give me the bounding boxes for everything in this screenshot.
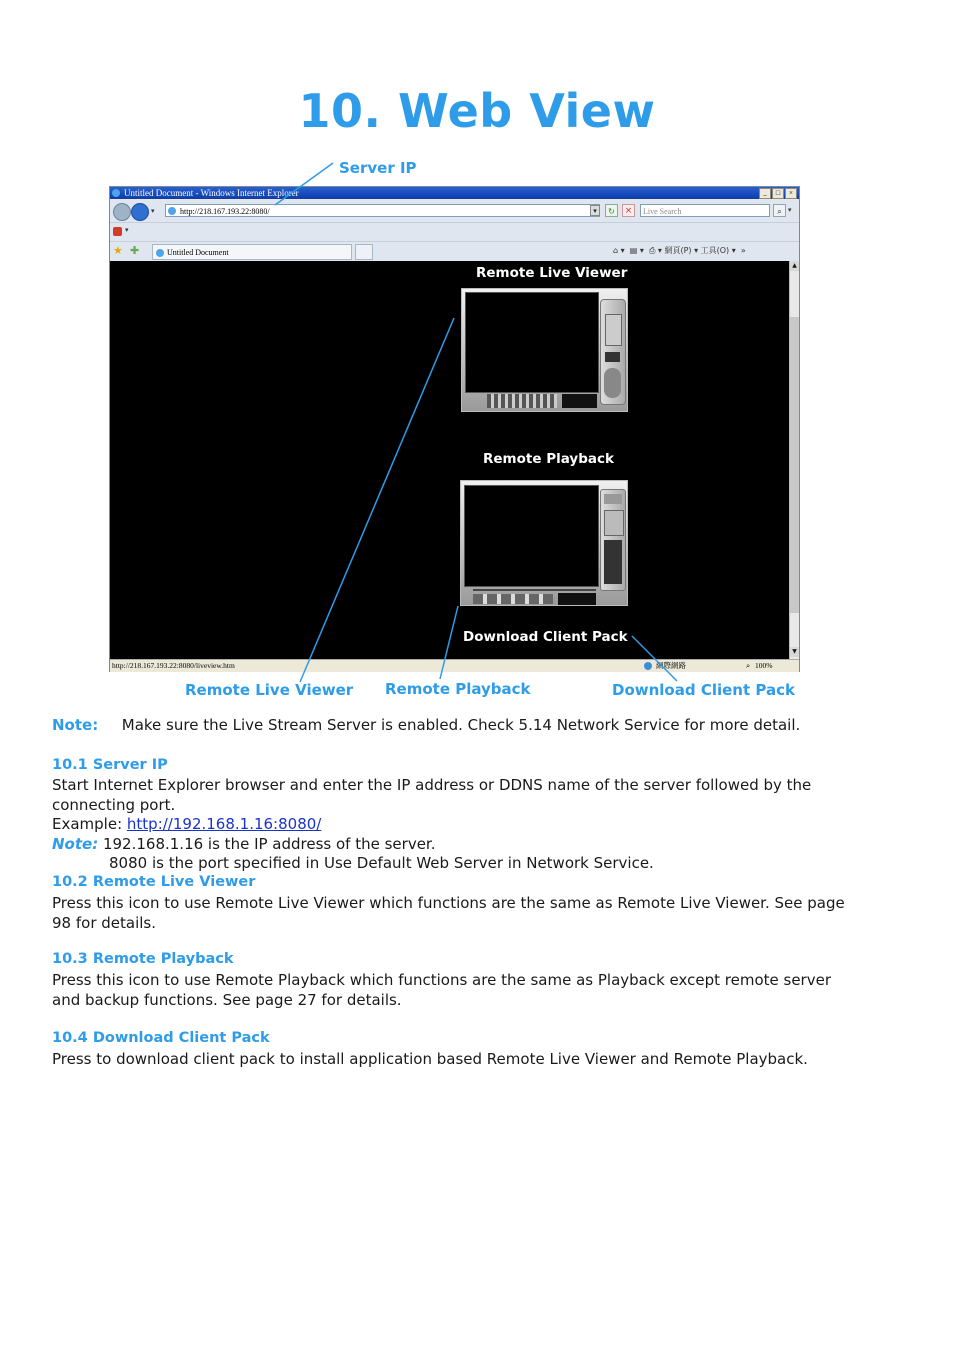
note-line: 8080 is the port specified in Use Default Web Server in Network Service. [109, 854, 654, 872]
tab-title: Untitled Document [167, 248, 229, 257]
note-text: Make sure the Live Stream Server is enabled. Check 5.14 Network Service for more detail. [121, 716, 801, 734]
section-download-client-pack-body [52, 1050, 808, 1070]
remote-playback-leader [440, 606, 458, 679]
status-url: http://218.167.193.22:8080/liveview.htm [112, 661, 235, 670]
example-line [52, 815, 811, 835]
close-icon[interactable]: × [785, 188, 797, 199]
server-ip-leader [275, 163, 333, 205]
paragraph-line: and backup functions. See page 27 for details. [52, 990, 402, 1009]
callout-download-client-pack: Download Client Pack [612, 681, 795, 699]
paragraph-line: 98 for details. [52, 913, 156, 932]
server-ip-note [52, 835, 811, 855]
section-remote-live-viewer-body [52, 894, 845, 933]
section-heading-remote-playback: 10.3 Remote Playback [52, 951, 234, 967]
page-title: 10. Web View [298, 84, 656, 138]
status-zone: 網際網路 [656, 661, 686, 670]
page-label-download-client-pack[interactable]: Download Client Pack [463, 629, 628, 645]
print-icon[interactable]: ⎙ ▾ [646, 246, 662, 255]
paragraph-line: Press this icon to use Remote Playback which functions are the same as Playback except remote server [52, 971, 831, 989]
paragraph-line: Press to download client pack to install application based Remote Live Viewer and Remote Playback. [52, 1050, 808, 1068]
scroll-up-icon[interactable]: ▲ [790, 261, 799, 271]
chevron-down-icon[interactable]: ▾ [151, 207, 155, 215]
note-label: Note: [52, 716, 99, 734]
scroll-down-icon[interactable]: ▼ [790, 647, 799, 657]
add-favorite-icon[interactable]: ✚ [130, 244, 140, 257]
paragraph-line: Start Internet Explorer browser and enter the IP address or DDNS name of the server followed by the [52, 776, 812, 794]
example-link[interactable]: http://192.168.1.16:8080/ [126, 815, 322, 833]
address-dropdown-icon[interactable]: ▾ [590, 205, 600, 216]
zoom-icon[interactable]: ⌕ [746, 661, 751, 670]
callout-server-ip: Server IP [339, 159, 417, 177]
page-tools-menu[interactable]: 網頁(P) ▾ 工具(O) ▾ [664, 246, 736, 255]
pdf-menu-icon[interactable]: ▾ [125, 226, 129, 234]
callout-remote-live-viewer: Remote Live Viewer [185, 681, 354, 699]
browser-window-title: Untitled Document - Windows Internet Explorer [124, 188, 299, 198]
remote-live-viewer-leader [300, 318, 454, 682]
note [52, 716, 800, 736]
favorites-star-icon[interactable]: ★ [113, 244, 123, 257]
home-icon[interactable]: ⌂ ▾ [613, 246, 625, 255]
address-value: http://218.167.193.22:8080/ [180, 207, 270, 216]
callout-remote-playback: Remote Playback [385, 680, 531, 698]
paragraph-line: connecting port. [52, 795, 176, 814]
download-client-pack-leader [632, 636, 677, 681]
section-remote-playback-body [52, 971, 831, 1010]
search-icon[interactable]: ⌕ [773, 204, 786, 217]
maximize-icon[interactable]: □ [772, 188, 784, 199]
note-italic-label: Note: [52, 834, 99, 853]
more-icon[interactable]: » [738, 246, 746, 255]
section-heading-remote-live-viewer: 10.2 Remote Live Viewer [52, 874, 256, 890]
page-label-remote-playback: Remote Playback [483, 451, 614, 467]
section-server-ip-body [52, 776, 811, 874]
feeds-icon[interactable]: ▤ ▾ [627, 246, 644, 255]
example-label: Example: [52, 815, 127, 833]
zoom-level[interactable]: 100% [755, 661, 773, 670]
section-heading-server-ip: 10.1 Server IP [52, 757, 168, 773]
search-options-icon[interactable]: ▾ [788, 206, 792, 214]
section-heading-download-client-pack: 10.4 Download Client Pack [52, 1030, 270, 1046]
search-input[interactable]: Live Search [640, 204, 770, 217]
note-line: 192.168.1.16 is the IP address of the server. [98, 834, 436, 853]
refresh-icon[interactable]: ↻ [605, 204, 618, 217]
minimize-icon[interactable]: _ [759, 188, 771, 199]
paragraph-line: Press this icon to use Remote Live Viewer which functions are the same as Remote Live Viewer. See page [52, 894, 845, 912]
stop-icon[interactable]: × [622, 204, 635, 217]
page-label-remote-live-viewer: Remote Live Viewer [476, 265, 628, 281]
